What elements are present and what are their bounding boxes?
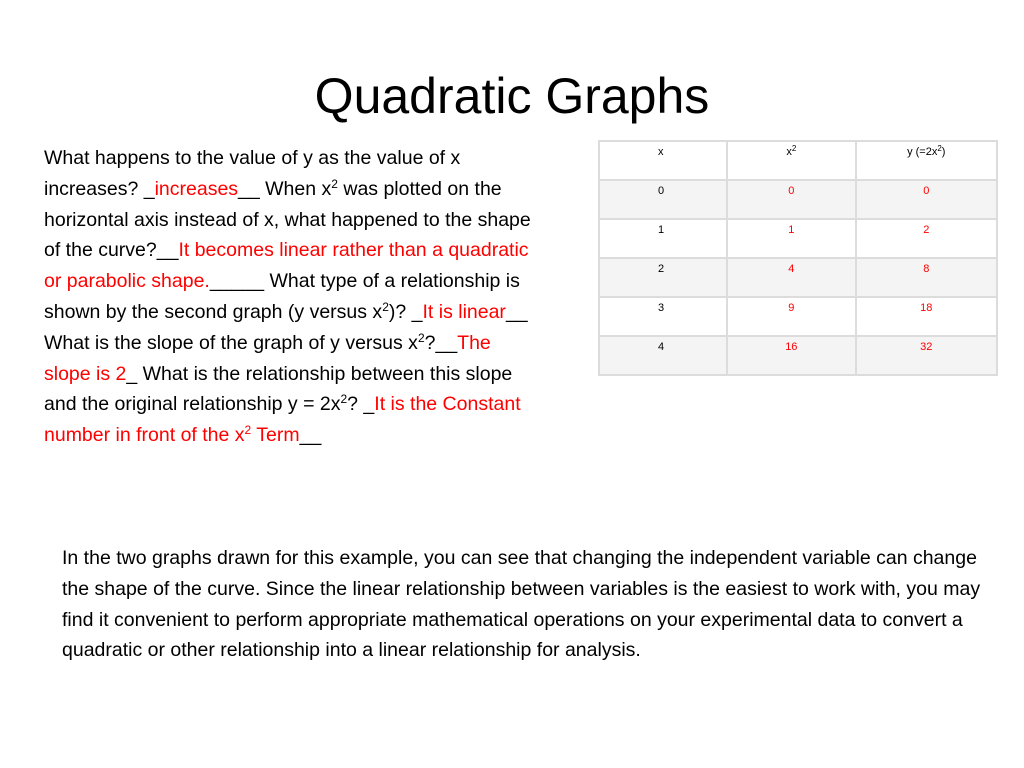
table-cell-x-squared: 1 — [727, 219, 855, 258]
table-cell-x-squared: 0 — [727, 180, 855, 219]
answer-5-blank: __ — [299, 424, 322, 447]
question-1: What happens to the value of y as the value of x increases? _ — [44, 147, 461, 200]
question-4: __ What is the slope of the graph of y versus $x^2?\_\_$ — [44, 300, 528, 354]
table-cell-y: 8 — [856, 258, 997, 297]
table-cell-x-squared: 4 — [727, 258, 855, 297]
question-answer-block — [44, 143, 539, 451]
table-cell-x: 3 — [599, 297, 727, 336]
answer-5: It is the Constant number in front of the $x^2$ Term — [44, 393, 521, 447]
question-5: _ What is the relationship between this slope and the original relationship $y = 2x^2$? _ — [44, 362, 513, 416]
table-cell-x: 4 — [599, 336, 727, 375]
table-cell-y: 0 — [856, 180, 997, 219]
column-header-x: x — [599, 141, 727, 180]
table-cell-x-squared: 9 — [727, 297, 855, 336]
table-row — [599, 219, 997, 258]
table-cell-y: 2 — [856, 219, 997, 258]
table-cell-x: 1 — [599, 219, 727, 258]
answer-1: increases — [154, 177, 239, 200]
answer-4: The slope is 2 — [44, 331, 491, 385]
table-header-row — [599, 141, 997, 180]
slide-title: Quadratic Graphs — [314, 68, 710, 124]
question-2: __ When $x^2$ was plotted on the horizontal axis instead of x, what happened to the shape of the curve?__ — [44, 176, 531, 262]
question-3: _____ What type of a relationship is shown by the second graph (y versus $x^2$)? _ — [44, 270, 520, 323]
table-cell-y: 32 — [856, 336, 997, 375]
summary-paragraph: In the two graphs drawn for this example, you can see that changing the independent variable can change the shape of the curve. Since the linear relationship between variables is the easiest to work with, you may find it convenient to perform appropriate mathematical operations on your experimental data to convert a quadratic or other relationship into a linear relationship for analysis. — [62, 547, 981, 662]
answer-2: It becomes linear rather than a quadratic or parabolic shape. — [44, 239, 529, 293]
answer-3: It is linear — [422, 300, 506, 323]
table-cell-x: 0 — [599, 180, 727, 219]
column-header-x-squared: $x^2$ — [727, 141, 855, 180]
table-row — [599, 336, 997, 375]
column-header-y: y $(=2x^2)$ — [856, 141, 997, 180]
table-cell-y: 18 — [856, 297, 997, 336]
table-row — [599, 180, 997, 219]
table-cell-x: 2 — [599, 258, 727, 297]
table-cell-x-squared: 16 — [727, 336, 855, 375]
table-row — [599, 258, 997, 297]
data-table — [598, 140, 998, 376]
table-row — [599, 297, 997, 336]
